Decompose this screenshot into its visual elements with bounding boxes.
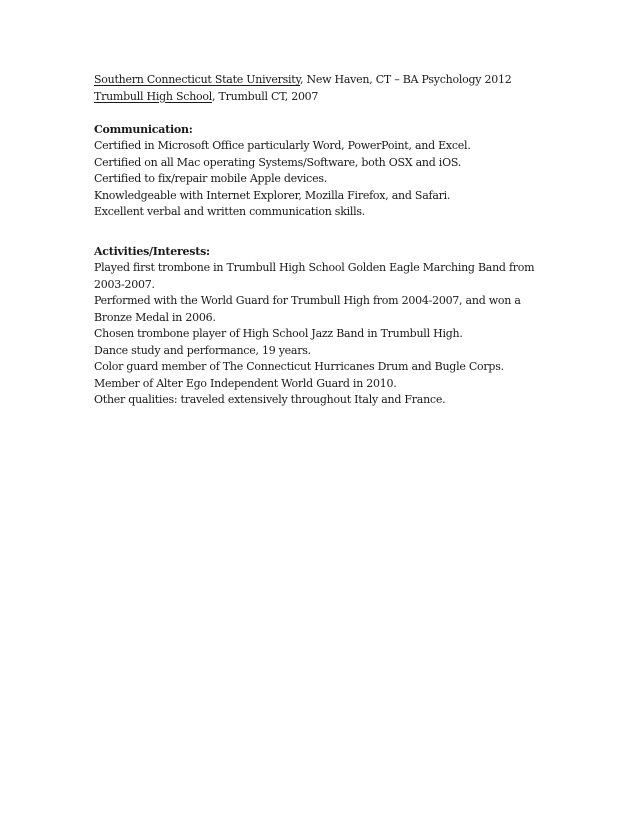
communication-item: Certified to fix/repair mobile Apple devices.: [94, 172, 327, 185]
communication-item: Certified in Microsoft Office particularly Word, PowerPoint, and Excel.: [94, 139, 471, 152]
section-gap: [94, 105, 554, 122]
activities-line: Dance study and performance, 19 years.: [94, 343, 311, 357]
communication-item: Knowledgeable with Internet Explorer, Mozilla Firefox, and Safari.: [94, 188, 451, 202]
activities-line: Performed with the World Guard for Trumbull High from 2004-2007, and won a: [94, 294, 521, 307]
education-school: Southern Connecticut State University: [94, 73, 300, 86]
communication-item: Excellent verbal and written communication skills.: [94, 205, 366, 218]
activities-line: Member of Alter Ego Independent World Guard in 2010.: [94, 376, 397, 390]
activities-line: Other qualities: traveled extensively throughout Italy and France.: [94, 393, 446, 406]
communication-item: Certified on all Mac operating Systems/Software, both OSX and iOS.: [94, 155, 461, 169]
activities-heading: Activities/Interests:: [94, 244, 210, 258]
activities-line: Bronze Medal in 2006.: [94, 310, 216, 324]
resume-content: [94, 72, 554, 409]
education-details: , New Haven, CT – BA Psychology 2012: [299, 73, 512, 86]
section-gap: [94, 221, 554, 244]
education-entry: [94, 72, 554, 89]
education-school: Trumbull High School: [94, 89, 213, 103]
activities-line: Played first trombone in Trumbull High School Golden Eagle Marching Band from: [94, 261, 535, 274]
education-entry: [94, 89, 554, 106]
communication-heading: Communication:: [94, 122, 193, 136]
education-details: , Trumbull CT, 2007: [212, 89, 319, 103]
activities-line: Chosen trombone player of High School Jazz Band in Trumbull High.: [94, 327, 463, 340]
activities-line: Color guard member of The Connecticut Hurricanes Drum and Bugle Corps.: [94, 360, 504, 373]
activities-line: 2003-2007.: [94, 277, 155, 291]
